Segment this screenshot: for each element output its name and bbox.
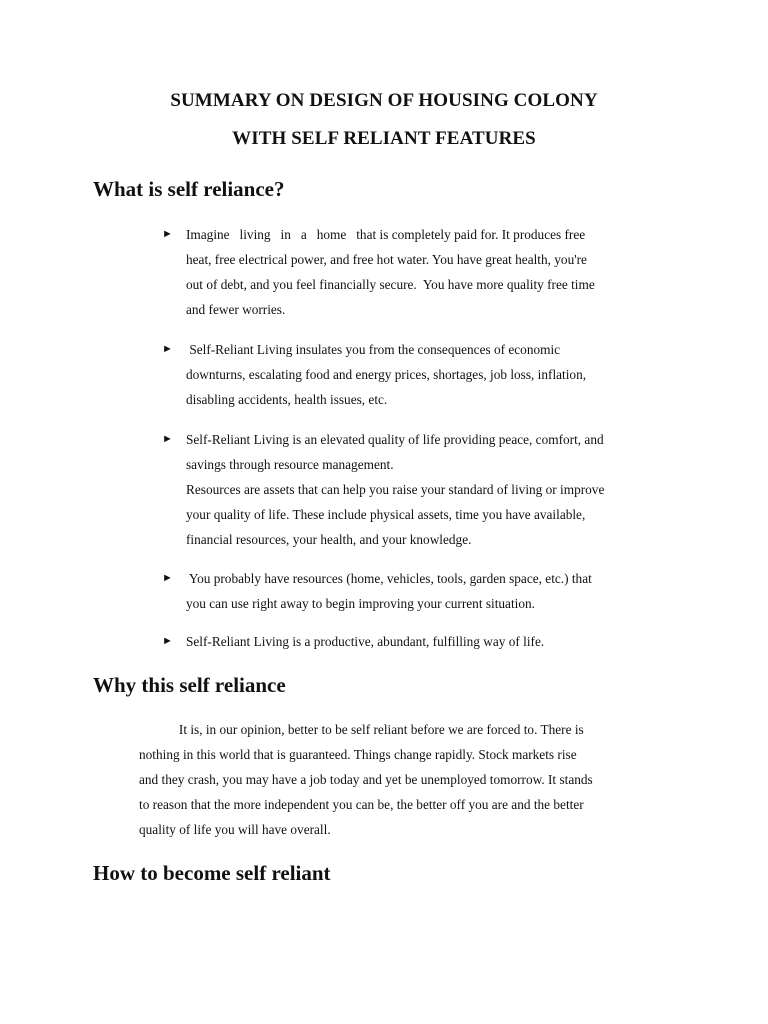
text-line: and they crash, you may have a job today and yet be unemployed tomorrow. It stands (139, 772, 593, 787)
bullet-text (186, 566, 686, 616)
text-line: and fewer worries. (186, 302, 286, 317)
text-line: Resources are assets that can help you raise your standard of living or improve (186, 482, 605, 497)
text-line: Self-Reliant Living is a productive, abundant, fulfilling way of life. (186, 634, 545, 649)
text-line: It is, in our opinion, better to be self reliant before we are forced to. There is (139, 722, 584, 737)
text-line: Self-Reliant Living is an elevated quality of life providing peace, comfort, and (186, 432, 604, 447)
text-line: downturns, escalating food and energy prices, shortages, job loss, inflation, (186, 367, 587, 382)
text-line: you can use right away to begin improving your current situation. (186, 596, 535, 611)
paragraph-why-self-reliance (139, 717, 699, 842)
bullet-text (186, 337, 686, 412)
bullet-text (186, 427, 686, 552)
text-line: nothing in this world that is guaranteed. Things change rapidly. Stock markets rise (139, 747, 577, 762)
text-line: your quality of life. These include physical assets, time you have available, (186, 507, 586, 522)
arrow-bullet-icon: ► (162, 635, 173, 647)
text-line: You probably have resources (home, vehicles, tools, garden space, etc.) that (186, 571, 592, 586)
text-line: out of debt, and you feel financially secure. You have more quality free time (186, 277, 595, 292)
text-line: savings through resource management. (186, 457, 394, 472)
text-line: financial resources, your health, and your knowledge. (186, 532, 472, 547)
section-heading-how-to-become-self-reliant: How to become self reliant (93, 861, 331, 885)
arrow-bullet-icon: ► (162, 343, 173, 355)
text-line: heat, free electrical power, and free hot water. You have great health, you're (186, 252, 587, 267)
text-line: to reason that the more independent you can be, the better off you are and the better (139, 797, 584, 812)
text-line: Imagine living in a home that is completely paid for. It produces free (186, 227, 586, 242)
section-heading-why-this-self-reliance: Why this self reliance (93, 673, 286, 697)
arrow-bullet-icon: ► (162, 572, 173, 584)
arrow-bullet-icon: ► (162, 433, 173, 445)
text-line: disabling accidents, health issues, etc. (186, 392, 388, 407)
section-heading-what-is-self-reliance: What is self reliance? (93, 177, 285, 201)
bullet-text (186, 222, 686, 322)
document-title-line-1: SUMMARY ON DESIGN OF HOUSING COLONY (170, 90, 598, 111)
document-title-line-2: WITH SELF RELIANT FEATURES (232, 128, 536, 149)
bullet-text (186, 629, 686, 654)
text-line: quality of life you will have overall. (139, 822, 331, 837)
text-line: Self-Reliant Living insulates you from the consequences of economic (186, 342, 561, 357)
arrow-bullet-icon: ► (162, 228, 173, 240)
